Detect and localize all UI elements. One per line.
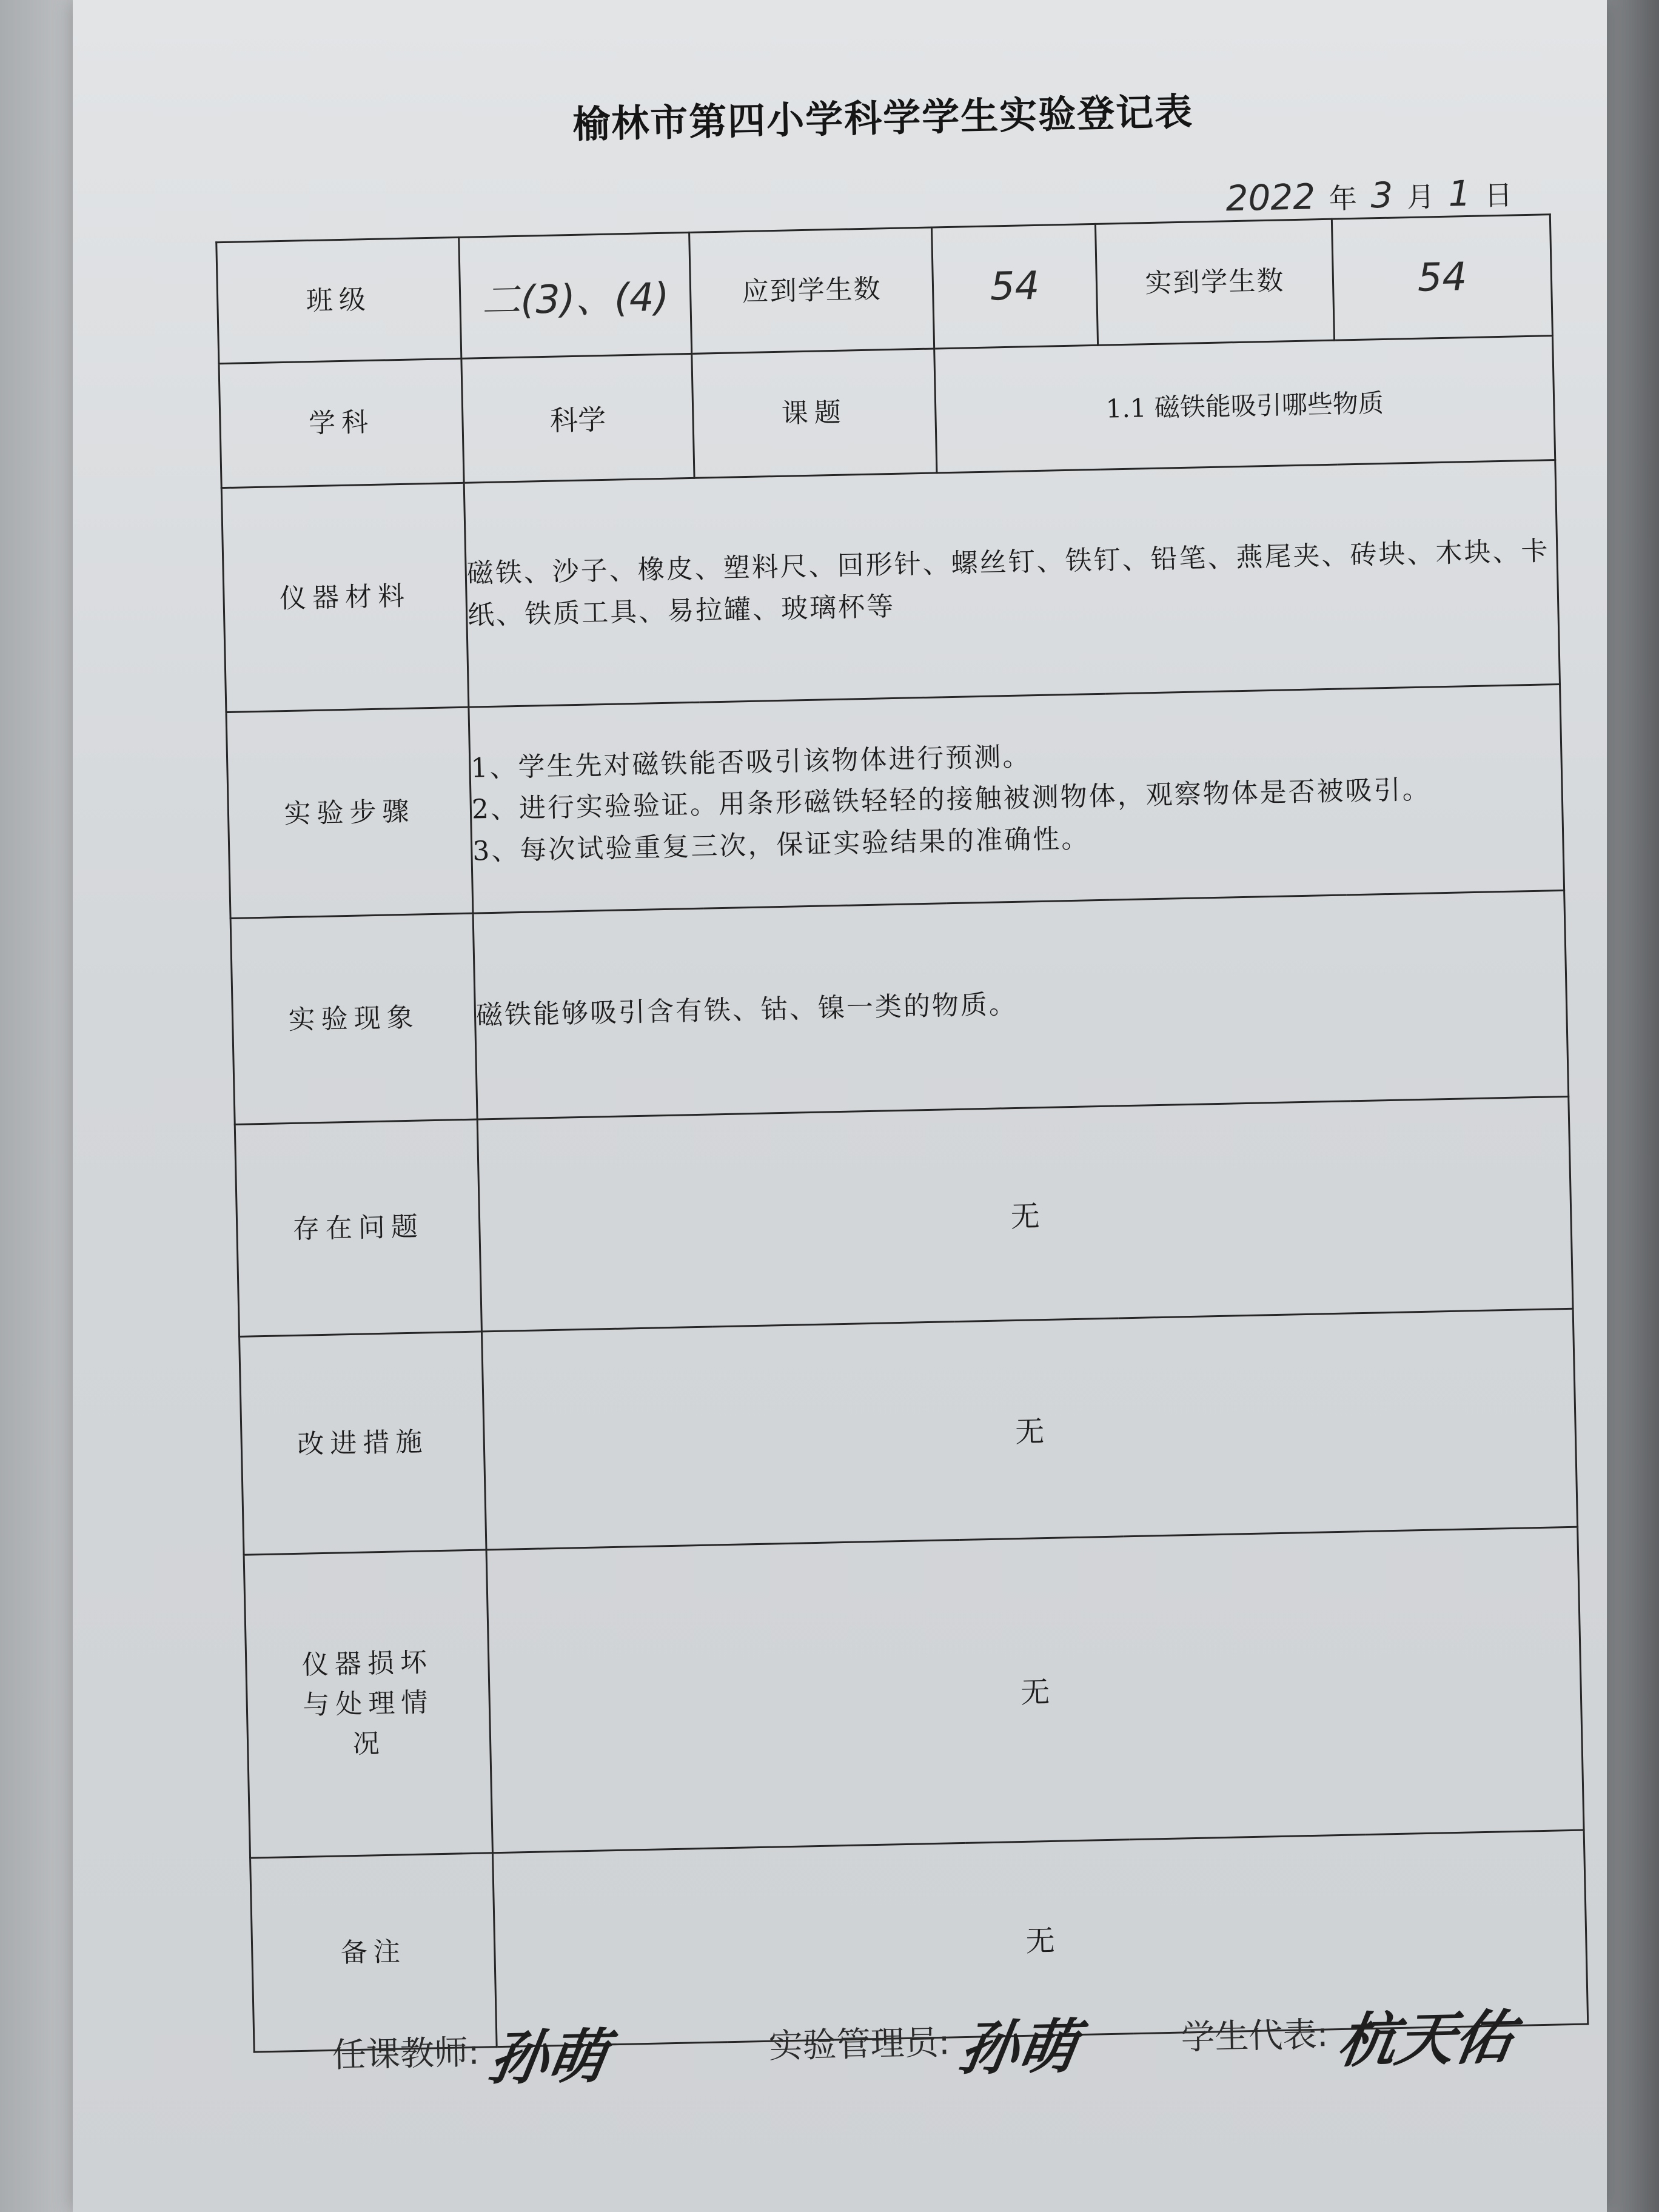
registration-form — [164, 61, 1644, 2164]
actual-students-value: 54 — [1416, 254, 1467, 301]
step-item: 2、进行实验验证。用条形磁铁轻轻的接触被测物体，观察物体是否被吸引。 — [471, 774, 1432, 826]
date-day-label: 日 — [1484, 178, 1513, 212]
table-row — [226, 684, 1564, 918]
remarks-value: 无 — [492, 1830, 1587, 2047]
date-line — [1221, 172, 1513, 219]
class-cell — [459, 232, 692, 358]
class-value: 二(3)、(4) — [481, 275, 670, 324]
record-table — [215, 213, 1589, 2053]
date-month: 3 — [1370, 174, 1393, 216]
date-year-label: 年 — [1329, 181, 1358, 215]
problems-value: 无 — [477, 1096, 1573, 1332]
table-row — [230, 890, 1569, 1124]
date-year: 2022 — [1225, 176, 1316, 220]
steps-cell — [469, 684, 1564, 913]
steps-label: 实验步骤 — [226, 707, 473, 918]
step-item: 3、每次试验重复三次，保证实验结果的准确性。 — [472, 822, 1090, 867]
date-month-label: 月 — [1406, 180, 1435, 214]
date-day: 1 — [1447, 172, 1472, 215]
remarks-label: 备注 — [250, 1853, 497, 2052]
expected-students-label: 应到学生数 — [689, 227, 934, 354]
teacher-name: 孙萌 — [484, 2022, 612, 2093]
teacher-label: 任课教师: — [332, 2033, 480, 2076]
teacher-signature — [332, 2010, 612, 2099]
actual-students-label: 实到学生数 — [1095, 219, 1334, 345]
damage-value: 无 — [486, 1527, 1584, 1853]
subject-label: 学科 — [219, 358, 464, 488]
phenomenon-label: 实验现象 — [230, 913, 477, 1124]
improvements-label: 改进措施 — [240, 1332, 486, 1555]
form-title: 榆林市第四小学科学学生实验登记表 — [572, 89, 1194, 147]
phenomenon-value: 磁铁能够吸引含有铁、钴、镍一类的物质。 — [473, 890, 1569, 1119]
admin-label: 实验管理员: — [768, 2023, 951, 2066]
paper-sheet — [73, 0, 1607, 2212]
damage-label: 仪器损坏与处理情况 — [244, 1550, 492, 1858]
table-row — [244, 1527, 1584, 1858]
materials-label: 仪器材料 — [221, 483, 469, 712]
student-name: 杭天佑 — [1333, 2003, 1518, 2076]
table-row — [221, 460, 1560, 712]
actual-students-cell — [1332, 215, 1552, 340]
expected-students-value: 54 — [990, 263, 1041, 310]
improvements-value: 无 — [481, 1309, 1577, 1550]
student-label: 学生代表: — [1180, 2015, 1329, 2058]
class-label: 班级 — [216, 237, 461, 363]
admin-signature — [768, 2000, 1082, 2090]
subject-value: 科学 — [461, 354, 694, 483]
topic-value: 1.1 磁铁能吸引哪些物质 — [934, 336, 1555, 473]
table-row — [240, 1309, 1578, 1555]
admin-name: 孙萌 — [954, 2012, 1082, 2083]
step-item: 1、学生先对磁铁能否吸引该物体进行预测。 — [470, 741, 1031, 784]
expected-students-cell — [931, 224, 1098, 349]
student-signature — [1180, 1991, 1518, 2081]
topic-label: 课题 — [692, 349, 937, 478]
materials-value: 磁铁、沙子、橡皮、塑料尺、回形针、螺丝钉、铁钉、铅笔、燕尾夹、砖块、木块、卡纸、铁质工具、易拉罐、玻璃杯等 — [464, 460, 1560, 708]
table-row — [235, 1096, 1573, 1336]
problems-label: 存在问题 — [235, 1119, 481, 1336]
